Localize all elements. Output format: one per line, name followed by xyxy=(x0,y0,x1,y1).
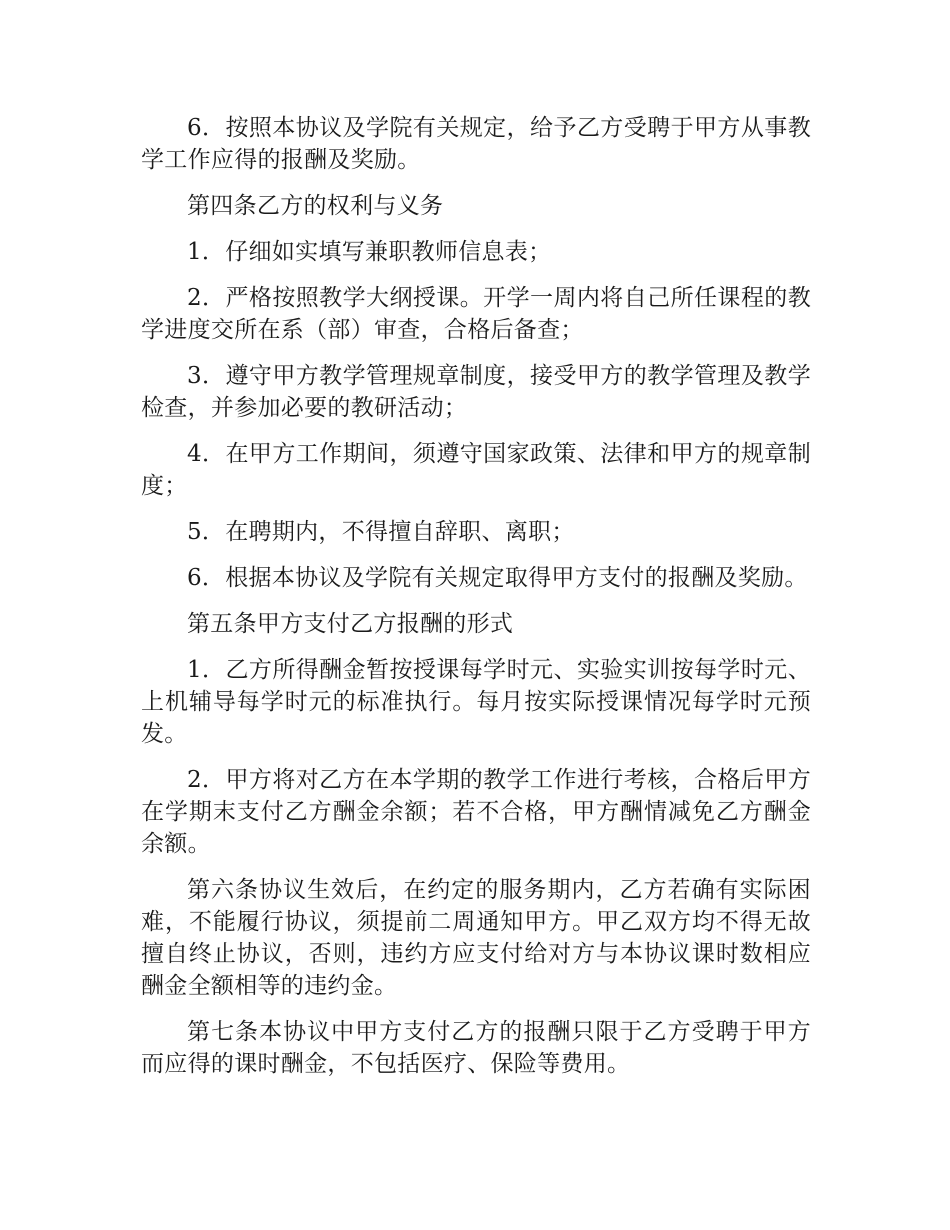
paragraph-article-4-item-3: 3．遵守甲方教学管理规章制度，接受甲方的教学管理及教学检查，并参加必要的教研活动； xyxy=(141,363,811,421)
paragraph-article-4-item-5: 5．在聘期内，不得擅自辞职、离职； xyxy=(187,519,575,545)
paragraph-article-4-item-1: 1．仔细如实填写兼职教师信息表； xyxy=(187,239,552,265)
paragraph-article-4-item-6: 6．根据本协议及学院有关规定取得甲方支付的报酬及奖励。 xyxy=(187,565,808,591)
paragraph-article-4-item-4: 4．在甲方工作期间，须遵守国家政策、法律和甲方的规章制度； xyxy=(141,441,811,499)
paragraph-clause-3-item-6: 6．按照本协议及学院有关规定，给予乙方受聘于甲方从事教学工作应得的报酬及奖励。 xyxy=(141,115,811,173)
heading-article-4: 第四条乙方的权利与义务 xyxy=(187,193,444,219)
document-body xyxy=(141,112,811,1094)
paragraph-article-6: 第六条协议生效后，在约定的服务期内，乙方若确有实际困难，不能履行协议，须提前二周通知甲方。甲乙双方均不得无故擅自终止协议，否则，违约方应支付给对方与本协议课时数相应酬金全额相等的违约金。 xyxy=(141,877,811,999)
paragraph-article-5-item-1: 1．乙方所得酬金暂按授课每学时元、实验实训按每学时元、上机辅导每学时元的标准执行。每月按实际授课情况每学时元预发。 xyxy=(141,657,811,747)
paragraph-article-5-item-2: 2．甲方将对乙方在本学期的教学工作进行考核，合格后甲方在学期末支付乙方酬金余额；若不合格，甲方酬情减免乙方酬金余额。 xyxy=(141,767,811,857)
paragraph-article-7: 第七条本协议中甲方支付乙方的报酬只限于乙方受聘于甲方而应得的课时酬金，不包括医疗、保险等费用。 xyxy=(141,1019,811,1077)
heading-article-5: 第五条甲方支付乙方报酬的形式 xyxy=(187,611,514,637)
paragraph-article-4-item-2: 2．严格按照教学大纲授课。开学一周内将自己所任课程的教学进度交所在系（部）审查，合格后备查； xyxy=(141,285,811,343)
